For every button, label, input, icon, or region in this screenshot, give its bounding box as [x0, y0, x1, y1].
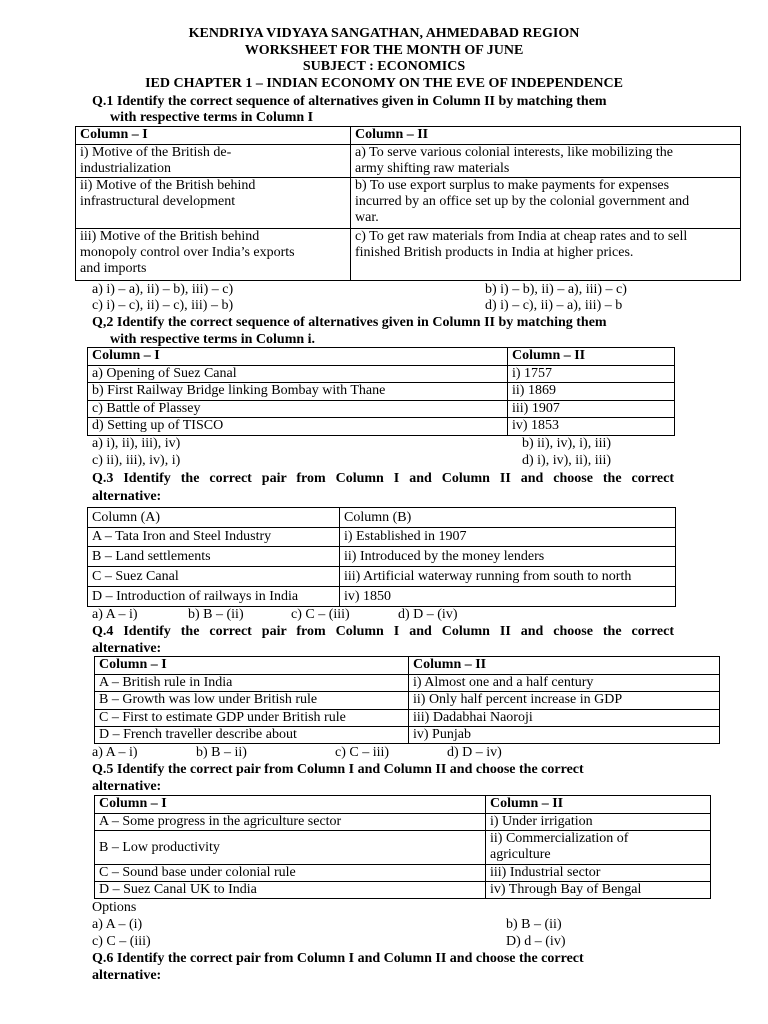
q5-table: [94, 795, 711, 899]
q1-r1-c2: a) To serve various colonial interests, like mobilizing the army shifting raw materials: [351, 145, 741, 178]
q3-col1-header: Column (A): [88, 508, 340, 528]
header-worksheet: WORKSHEET FOR THE MONTH OF JUNE: [244, 43, 524, 58]
q4-text-line1: Q.4 Identify the correct pair from Column I and Column II and choose the correct: [92, 624, 674, 639]
q2-r1-c1: a) Opening of Suez Canal: [88, 366, 508, 383]
q3-table: [87, 507, 676, 607]
table-row: [88, 528, 676, 547]
q1-option-c: c) i) – c), ii) – c), iii) – b): [92, 298, 234, 313]
q2-col2-header: Column – II: [508, 348, 675, 366]
q2-r4-c1: d) Setting up of TISCO: [88, 418, 508, 436]
q5-r1-c1: A – Some progress in the agriculture sector: [95, 814, 486, 831]
q5-r4-c1: D – Suez Canal UK to India: [95, 882, 486, 899]
header-chapter: IED CHAPTER 1 – INDIAN ECONOMY ON THE EVE OF INDEPENDENCE: [145, 76, 623, 91]
q3-r1-c2: i) Established in 1907: [340, 528, 676, 547]
q3-r2-c2: ii) Introduced by the money lenders: [340, 547, 676, 567]
q1-r3-c1: iii) Motive of the British behind monopoly control over India’s exports and imports: [76, 229, 351, 281]
q3-option-a: a) A – i): [92, 607, 138, 622]
q5-text-line2: alternative:: [92, 779, 162, 794]
q3-r3-c2: iii) Artificial waterway running from south to north: [340, 567, 676, 587]
q5-col1-header: Column – I: [95, 796, 486, 814]
q3-r2-c1: B – Land settlements: [88, 547, 340, 567]
q2-option-b: b) ii), iv), i), iii): [522, 436, 612, 451]
q5-option-c: c) C – (iii): [92, 934, 151, 949]
q2-r2-c1: b) First Railway Bridge linking Bombay with Thane: [88, 383, 508, 401]
q5-r2-c2: ii) Commercialization of agriculture: [486, 831, 711, 865]
q2-col1-header: Column – I: [88, 348, 508, 366]
table-row: [95, 692, 720, 710]
header-subject: SUBJECT : ECONOMICS: [302, 59, 466, 74]
q3-option-c: c) C – (iii): [291, 607, 350, 622]
q4-option-c: c) C – iii): [335, 745, 390, 760]
q4-r1-c1: A – British rule in India: [95, 675, 409, 692]
q4-r4-c2: iv) Punjab: [409, 727, 720, 744]
q3-r4-c1: D – Introduction of railways in India: [88, 587, 340, 607]
q1-option-a: a) i) – a), ii) – b), iii) – c): [92, 282, 234, 297]
q3-text-line1: Q.3 Identify the correct pair from Column I and Column II and choose the correct: [92, 471, 674, 486]
q1-r2-c2: b) To use export surplus to make payments for expenses incurred by an office set up by the colonial government and war.: [351, 178, 741, 229]
q5-option-d: D) d – (iv): [506, 934, 566, 949]
header-region: KENDRIYA VIDYAYA SANGATHAN, AHMEDABAD REGION: [188, 26, 580, 41]
table-row: [76, 178, 741, 229]
q5-options-label: Options: [92, 900, 137, 915]
q2-r1-c2: i) 1757: [508, 366, 675, 383]
q5-option-b: b) B – (ii): [506, 917, 562, 932]
q4-option-b: b) B – ii): [196, 745, 247, 760]
q1-header-row: [76, 127, 741, 145]
q4-text-line2: alternative:: [92, 641, 162, 656]
table-row: [76, 145, 741, 178]
q4-r4-c1: D – French traveller describe about: [95, 727, 409, 744]
q1-col1-header: Column – I: [76, 127, 351, 145]
q4-col1-header: Column – I: [95, 657, 409, 675]
table-row: [88, 567, 676, 587]
q5-header-row: [95, 796, 711, 814]
q4-header-row: [95, 657, 720, 675]
q1-text-line2: with respective terms in Column I: [110, 110, 314, 125]
q5-r2-c1: B – Low productivity: [95, 831, 486, 865]
q3-r1-c1: A – Tata Iron and Steel Industry: [88, 528, 340, 547]
q4-r3-c2: iii) Dadabhai Naoroji: [409, 710, 720, 727]
q4-table: [94, 656, 720, 744]
q5-option-a: a) A – (i): [92, 917, 143, 932]
q4-col2-header: Column – II: [409, 657, 720, 675]
q5-r3-c1: C – Sound base under colonial rule: [95, 865, 486, 882]
q6-text-line1: Q.6 Identify the correct pair from Column I and Column II and choose the correct: [92, 951, 584, 966]
table-row: [76, 229, 741, 281]
q4-option-a: a) A – i): [92, 745, 138, 760]
table-row: [95, 814, 711, 831]
table-row: [88, 587, 676, 607]
table-row: [95, 882, 711, 899]
table-row: [95, 831, 711, 865]
q1-text-line1: Q.1 Identify the correct sequence of alternatives given in Column II by matching them: [92, 94, 607, 109]
q1-r2-c1: ii) Motive of the British behind infrastructural development: [76, 178, 351, 229]
table-row: [88, 383, 675, 401]
q5-text-line1: Q.5 Identify the correct pair from Column I and Column II and choose the correct: [92, 762, 584, 777]
q2-r3-c1: c) Battle of Plassey: [88, 401, 508, 418]
table-row: [95, 710, 720, 727]
q1-col2-header: Column – II: [351, 127, 741, 145]
q2-option-a: a) i), ii), iii), iv): [92, 436, 181, 451]
table-row: [88, 547, 676, 567]
q2-table: [87, 347, 675, 436]
q2-header-row: [88, 348, 675, 366]
q2-text-line1: Q,2 Identify the correct sequence of alternatives given in Column II by matching them: [92, 315, 607, 330]
q4-option-d: d) D – iv): [447, 745, 502, 760]
table-row: [95, 727, 720, 744]
q1-table: [75, 126, 741, 281]
q1-option-d: d) i) – c), ii) – a), iii) – b: [485, 298, 623, 313]
q3-header-row: [88, 508, 676, 528]
q2-option-d: d) i), iv), ii), iii): [522, 453, 612, 468]
q3-option-d: d) D – (iv): [398, 607, 458, 622]
q1-option-b: b) i) – b), ii) – a), iii) – c): [485, 282, 627, 297]
q6-text-line2: alternative:: [92, 968, 162, 983]
table-row: [88, 418, 675, 436]
q2-option-c: c) ii), iii), iv), i): [92, 453, 181, 468]
q3-r3-c1: C – Suez Canal: [88, 567, 340, 587]
q1-r1-c1: i) Motive of the British de- industrialization: [76, 145, 351, 178]
table-row: [88, 366, 675, 383]
q4-r3-c1: C – First to estimate GDP under British rule: [95, 710, 409, 727]
q2-r2-c2: ii) 1869: [508, 383, 675, 401]
table-row: [95, 865, 711, 882]
q4-r1-c2: i) Almost one and a half century: [409, 675, 720, 692]
q3-col2-header: Column (B): [340, 508, 676, 528]
q3-text-line2: alternative:: [92, 489, 162, 504]
q3-option-b: b) B – (ii): [188, 607, 244, 622]
table-row: [88, 401, 675, 418]
q5-r4-c2: iv) Through Bay of Bengal: [486, 882, 711, 899]
q5-r3-c2: iii) Industrial sector: [486, 865, 711, 882]
q2-r4-c2: iv) 1853: [508, 418, 675, 436]
q5-r1-c2: i) Under irrigation: [486, 814, 711, 831]
q4-r2-c2: ii) Only half percent increase in GDP: [409, 692, 720, 710]
q2-text-line2: with respective terms in Column i.: [110, 332, 316, 347]
q2-r3-c2: iii) 1907: [508, 401, 675, 418]
q4-r2-c1: B – Growth was low under British rule: [95, 692, 409, 710]
q5-col2-header: Column – II: [486, 796, 711, 814]
table-row: [95, 675, 720, 692]
q1-r3-c2: c) To get raw materials from India at cheap rates and to sell finished British products in India at higher prices.: [351, 229, 741, 281]
q3-r4-c2: iv) 1850: [340, 587, 676, 607]
